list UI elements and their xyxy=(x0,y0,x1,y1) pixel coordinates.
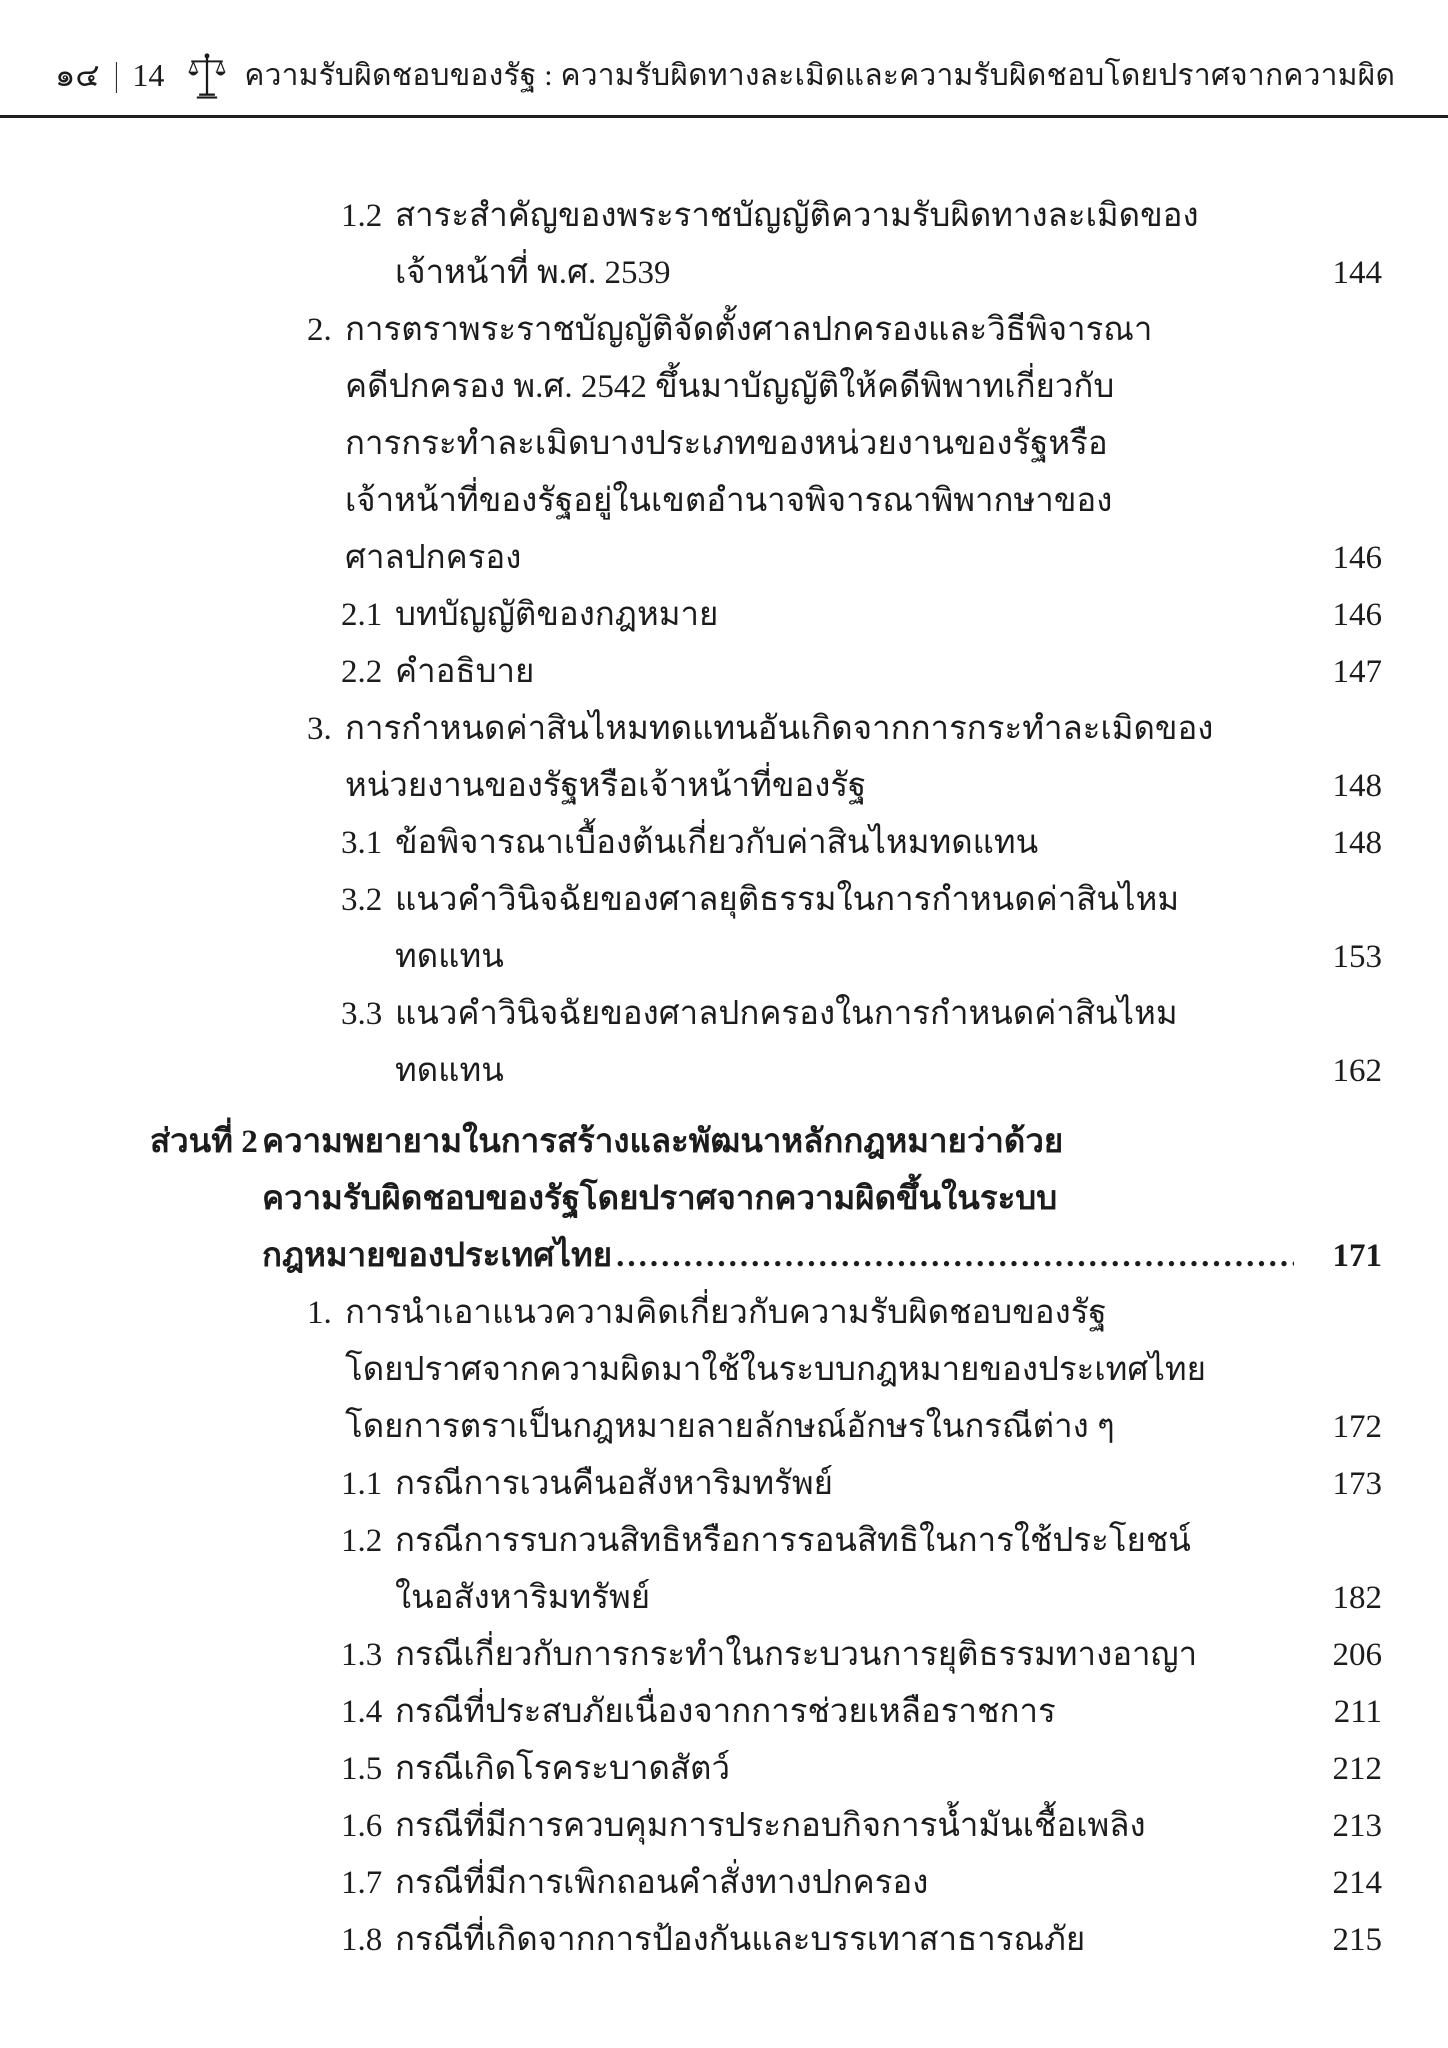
toc-page-spacer xyxy=(1302,188,1382,245)
dotted-leader xyxy=(616,1228,1294,1285)
toc-row xyxy=(150,1912,1382,1969)
toc-row xyxy=(150,701,1382,758)
toc-entry-line xyxy=(150,1228,1302,1285)
toc-entry-number: 2.1 xyxy=(341,597,383,633)
toc-row xyxy=(150,1285,1382,1342)
toc-page-spacer xyxy=(1302,416,1382,473)
toc-entry-line xyxy=(150,701,1302,758)
toc-row xyxy=(150,1228,1382,1285)
toc-page-number: 182 xyxy=(1332,1580,1382,1616)
toc-entry-line xyxy=(150,1627,1302,1684)
toc-entry-text: การตราพระราชบัญญัติจัดตั้งศาลปกครองและวิธีพิจารณา xyxy=(345,312,1153,348)
toc-page-number: 147 xyxy=(1332,654,1382,690)
toc-page-number: 214 xyxy=(1332,1865,1382,1901)
toc-entry-number: 3.2 xyxy=(341,882,383,918)
toc-page-spacer xyxy=(1302,1342,1382,1399)
toc-entry-line xyxy=(150,1043,1302,1100)
table-of-contents xyxy=(150,188,1382,1969)
toc-entry-line xyxy=(150,872,1302,929)
folio-separator: | xyxy=(113,56,118,94)
toc-entry-line xyxy=(150,1741,1302,1798)
toc-entry-text: การกระทำละเมิดบางประเภทของหน่วยงานของรัฐหรือ xyxy=(345,426,1108,462)
toc-entry-line xyxy=(150,530,1302,587)
toc-row xyxy=(150,1171,1382,1228)
toc-entry-line xyxy=(150,473,1302,530)
toc-entry-number: 3.1 xyxy=(341,825,383,861)
toc-entry-text: การนำเอาแนวความคิดเกี่ยวกับความรับผิดชอบของรัฐ xyxy=(345,1295,1107,1331)
toc-entry-text: การกำหนดค่าสินไหมทดแทนอันเกิดจากการกระทำละเมิดของ xyxy=(345,711,1214,747)
toc-entry-text: ความรับผิดชอบของรัฐโดยปราศจากความผิดขึ้นในระบบ xyxy=(262,1181,1058,1217)
scales-of-justice-icon xyxy=(186,52,228,100)
toc-entry-line xyxy=(150,1513,1302,1570)
toc-entry-text: ทดแทน xyxy=(395,939,504,975)
toc-entry-line xyxy=(150,1456,1302,1513)
toc-page-number: 144 xyxy=(1332,255,1382,291)
toc-page-spacer xyxy=(1302,1285,1382,1342)
toc-page-spacer xyxy=(1302,1171,1382,1228)
toc-entry-line xyxy=(150,359,1302,416)
toc-entry-text: กรณีการรบกวนสิทธิหรือการรอนสิทธิในการใช้ประโยชน์ xyxy=(395,1523,1191,1559)
toc-entry-number: 1.7 xyxy=(341,1865,383,1901)
toc-row xyxy=(150,644,1382,701)
toc-entry-text: กฎหมายของประเทศไทย xyxy=(262,1238,613,1274)
toc-row xyxy=(150,530,1382,587)
toc-entry-text: กรณีการเวนคืนอสังหาริมทรัพย์ xyxy=(395,1466,833,1502)
toc-entry-line xyxy=(150,1855,1302,1912)
toc-row xyxy=(150,1456,1382,1513)
toc-page-spacer xyxy=(1302,473,1382,530)
toc-row xyxy=(150,359,1382,416)
toc-entry-number: 3. xyxy=(307,711,332,747)
toc-entry-line xyxy=(150,644,1302,701)
toc-entry-text: โดยการตราเป็นกฎหมายลายลักษณ์อักษรในกรณีต่าง ๆ xyxy=(345,1409,1115,1445)
toc-row xyxy=(150,1684,1382,1741)
toc-row xyxy=(150,986,1382,1043)
toc-entry-text: กรณีที่เกิดจากการป้องกันและบรรเทาสาธารณภัย xyxy=(395,1922,1086,1958)
toc-entry-number: 1.2 xyxy=(341,198,383,234)
page-number-arabic: 14 xyxy=(132,57,165,93)
toc-entry-line xyxy=(150,1912,1302,1969)
toc-row xyxy=(150,1399,1382,1456)
toc-row xyxy=(150,1570,1382,1627)
toc-row xyxy=(150,587,1382,644)
toc-entry-line xyxy=(150,245,1302,302)
toc-entry-line xyxy=(150,1684,1302,1741)
toc-entry-line xyxy=(150,815,1302,872)
toc-entry-number: 2. xyxy=(307,312,332,348)
toc-page-number: 153 xyxy=(1332,939,1382,975)
toc-row xyxy=(150,188,1382,245)
toc-entry-text: กรณีเกิดโรคระบาดสัตว์ xyxy=(395,1751,730,1787)
toc-entry-number: 1.1 xyxy=(341,1466,383,1502)
toc-entry-text: สาระสำคัญของพระราชบัญญัติความรับผิดทางละเมิดของ xyxy=(395,198,1199,234)
toc-page-number: 146 xyxy=(1332,540,1382,576)
toc-page-number: 215 xyxy=(1332,1922,1382,1958)
toc-entry-number: ส่วนที่ 2 xyxy=(150,1124,258,1160)
page-number-thai: ๑๔ xyxy=(55,57,100,93)
toc-entry-number: 2.2 xyxy=(341,654,383,690)
toc-page-number: 148 xyxy=(1332,768,1382,804)
toc-row xyxy=(150,1043,1382,1100)
toc-entry-text: คำอธิบาย xyxy=(395,654,535,690)
toc-entry-text: กรณีที่ประสบภัยเนื่องจากการช่วยเหลือราชการ xyxy=(395,1694,1056,1730)
toc-row xyxy=(150,1798,1382,1855)
toc-entry-number: 1.6 xyxy=(341,1808,383,1844)
toc-entry-text: เจ้าหน้าที่ พ.ศ. 2539 xyxy=(395,255,671,291)
toc-entry-text: กรณีที่มีการควบคุมการประกอบกิจการน้ำมันเชื้อเพลิง xyxy=(395,1808,1146,1844)
toc-row xyxy=(150,1855,1382,1912)
toc-entry-line xyxy=(150,416,1302,473)
toc-page-number: 213 xyxy=(1332,1808,1382,1844)
toc-page-spacer xyxy=(1302,359,1382,416)
toc-page-spacer xyxy=(1302,701,1382,758)
toc-entry-line xyxy=(150,1399,1302,1456)
running-header xyxy=(0,0,1448,118)
toc-entry-line xyxy=(150,1114,1302,1171)
toc-entry-text: แนวคำวินิจฉัยของศาลยุติธรรมในการกำหนดค่าสินไหม xyxy=(395,882,1180,918)
toc-page-spacer xyxy=(1302,1513,1382,1570)
toc-page-spacer xyxy=(1302,986,1382,1043)
toc-row xyxy=(150,1741,1382,1798)
toc-entry-number: 1.3 xyxy=(341,1637,383,1673)
toc-entry-line xyxy=(150,929,1302,986)
toc-row xyxy=(150,815,1382,872)
toc-row xyxy=(150,1342,1382,1399)
toc-page-number: 162 xyxy=(1332,1053,1382,1089)
toc-entry-line xyxy=(150,587,1302,644)
toc-page-number: 148 xyxy=(1332,825,1382,861)
toc-entry-text: เจ้าหน้าที่ของรัฐอยู่ในเขตอำนาจพิจารณาพิพากษาของ xyxy=(345,483,1113,519)
toc-entry-text: กรณีที่มีการเพิกถอนคำสั่งทางปกครอง xyxy=(395,1865,929,1901)
toc-entry-text: กรณีเกี่ยวกับการกระทำในกระบวนการยุติธรรมทางอาญา xyxy=(395,1637,1198,1673)
toc-page-spacer xyxy=(1302,872,1382,929)
toc-entry-line xyxy=(150,758,1302,815)
toc-row xyxy=(150,473,1382,530)
toc-entry-text: หน่วยงานของรัฐหรือเจ้าหน้าที่ของรัฐ xyxy=(345,768,867,804)
toc-page-number: 211 xyxy=(1333,1694,1382,1730)
toc-entry-text: บทบัญญัติของกฎหมาย xyxy=(395,597,719,633)
toc-page-number: 146 xyxy=(1332,597,1382,633)
toc-page-spacer xyxy=(1302,302,1382,359)
toc-page-number: 212 xyxy=(1332,1751,1382,1787)
toc-entry-number: 3.3 xyxy=(341,996,383,1032)
toc-page-number: 206 xyxy=(1332,1637,1382,1673)
toc-entry-number: 1. xyxy=(307,1295,332,1331)
toc-entry-number: 1.5 xyxy=(341,1751,383,1787)
toc-page-number: 172 xyxy=(1332,1409,1382,1445)
book-title: ความรับผิดชอบของรัฐ : ความรับผิดทางละเมิดและความรับผิดชอบโดยปราศจากความผิด xyxy=(244,59,1396,92)
toc-entry-number: 1.2 xyxy=(341,1523,383,1559)
toc-entry-number: 1.4 xyxy=(341,1694,383,1730)
toc-row xyxy=(150,1513,1382,1570)
toc-page-spacer xyxy=(1302,1114,1382,1171)
toc-entry-text: ข้อพิจารณาเบื้องต้นเกี่ยวกับค่าสินไหมทดแทน xyxy=(395,825,1039,861)
toc-row xyxy=(150,1627,1382,1684)
toc-entry-text: คดีปกครอง พ.ศ. 2542 ขึ้นมาบัญญัติให้คดีพิพาทเกี่ยวกับ xyxy=(345,369,1115,405)
toc-page-number: 173 xyxy=(1332,1466,1382,1502)
toc-row xyxy=(150,302,1382,359)
toc-page-number: 171 xyxy=(1332,1238,1382,1274)
toc-row xyxy=(150,1114,1382,1171)
toc-entry-line xyxy=(150,986,1302,1043)
toc-entry-text: แนวคำวินิจฉัยของศาลปกครองในการกำหนดค่าสินไหม xyxy=(395,996,1178,1032)
toc-entry-text: ในอสังหาริมทรัพย์ xyxy=(395,1580,651,1616)
toc-row xyxy=(150,245,1382,302)
toc-entry-line xyxy=(150,188,1302,245)
toc-entry-text: ความพยายามในการสร้างและพัฒนาหลักกฎหมายว่าด้วย xyxy=(262,1124,1064,1160)
toc-entry-line xyxy=(150,1342,1302,1399)
toc-row xyxy=(150,872,1382,929)
toc-entry-number: 1.8 xyxy=(341,1922,383,1958)
toc-entry-line xyxy=(150,1285,1302,1342)
toc-row xyxy=(150,758,1382,815)
toc-entry-text: โดยปราศจากความผิดมาใช้ในระบบกฎหมายของประเทศไทย xyxy=(345,1352,1207,1388)
folio-page-numbers xyxy=(55,50,164,101)
toc-entry-line xyxy=(150,1798,1302,1855)
toc-entry-text: ทดแทน xyxy=(395,1053,504,1089)
toc-entry-text: ศาลปกครอง xyxy=(345,540,522,576)
toc-entry-line xyxy=(150,1570,1302,1627)
toc-row xyxy=(150,416,1382,473)
toc-entry-line xyxy=(150,1171,1302,1228)
toc-entry-line xyxy=(150,302,1302,359)
toc-row xyxy=(150,929,1382,986)
